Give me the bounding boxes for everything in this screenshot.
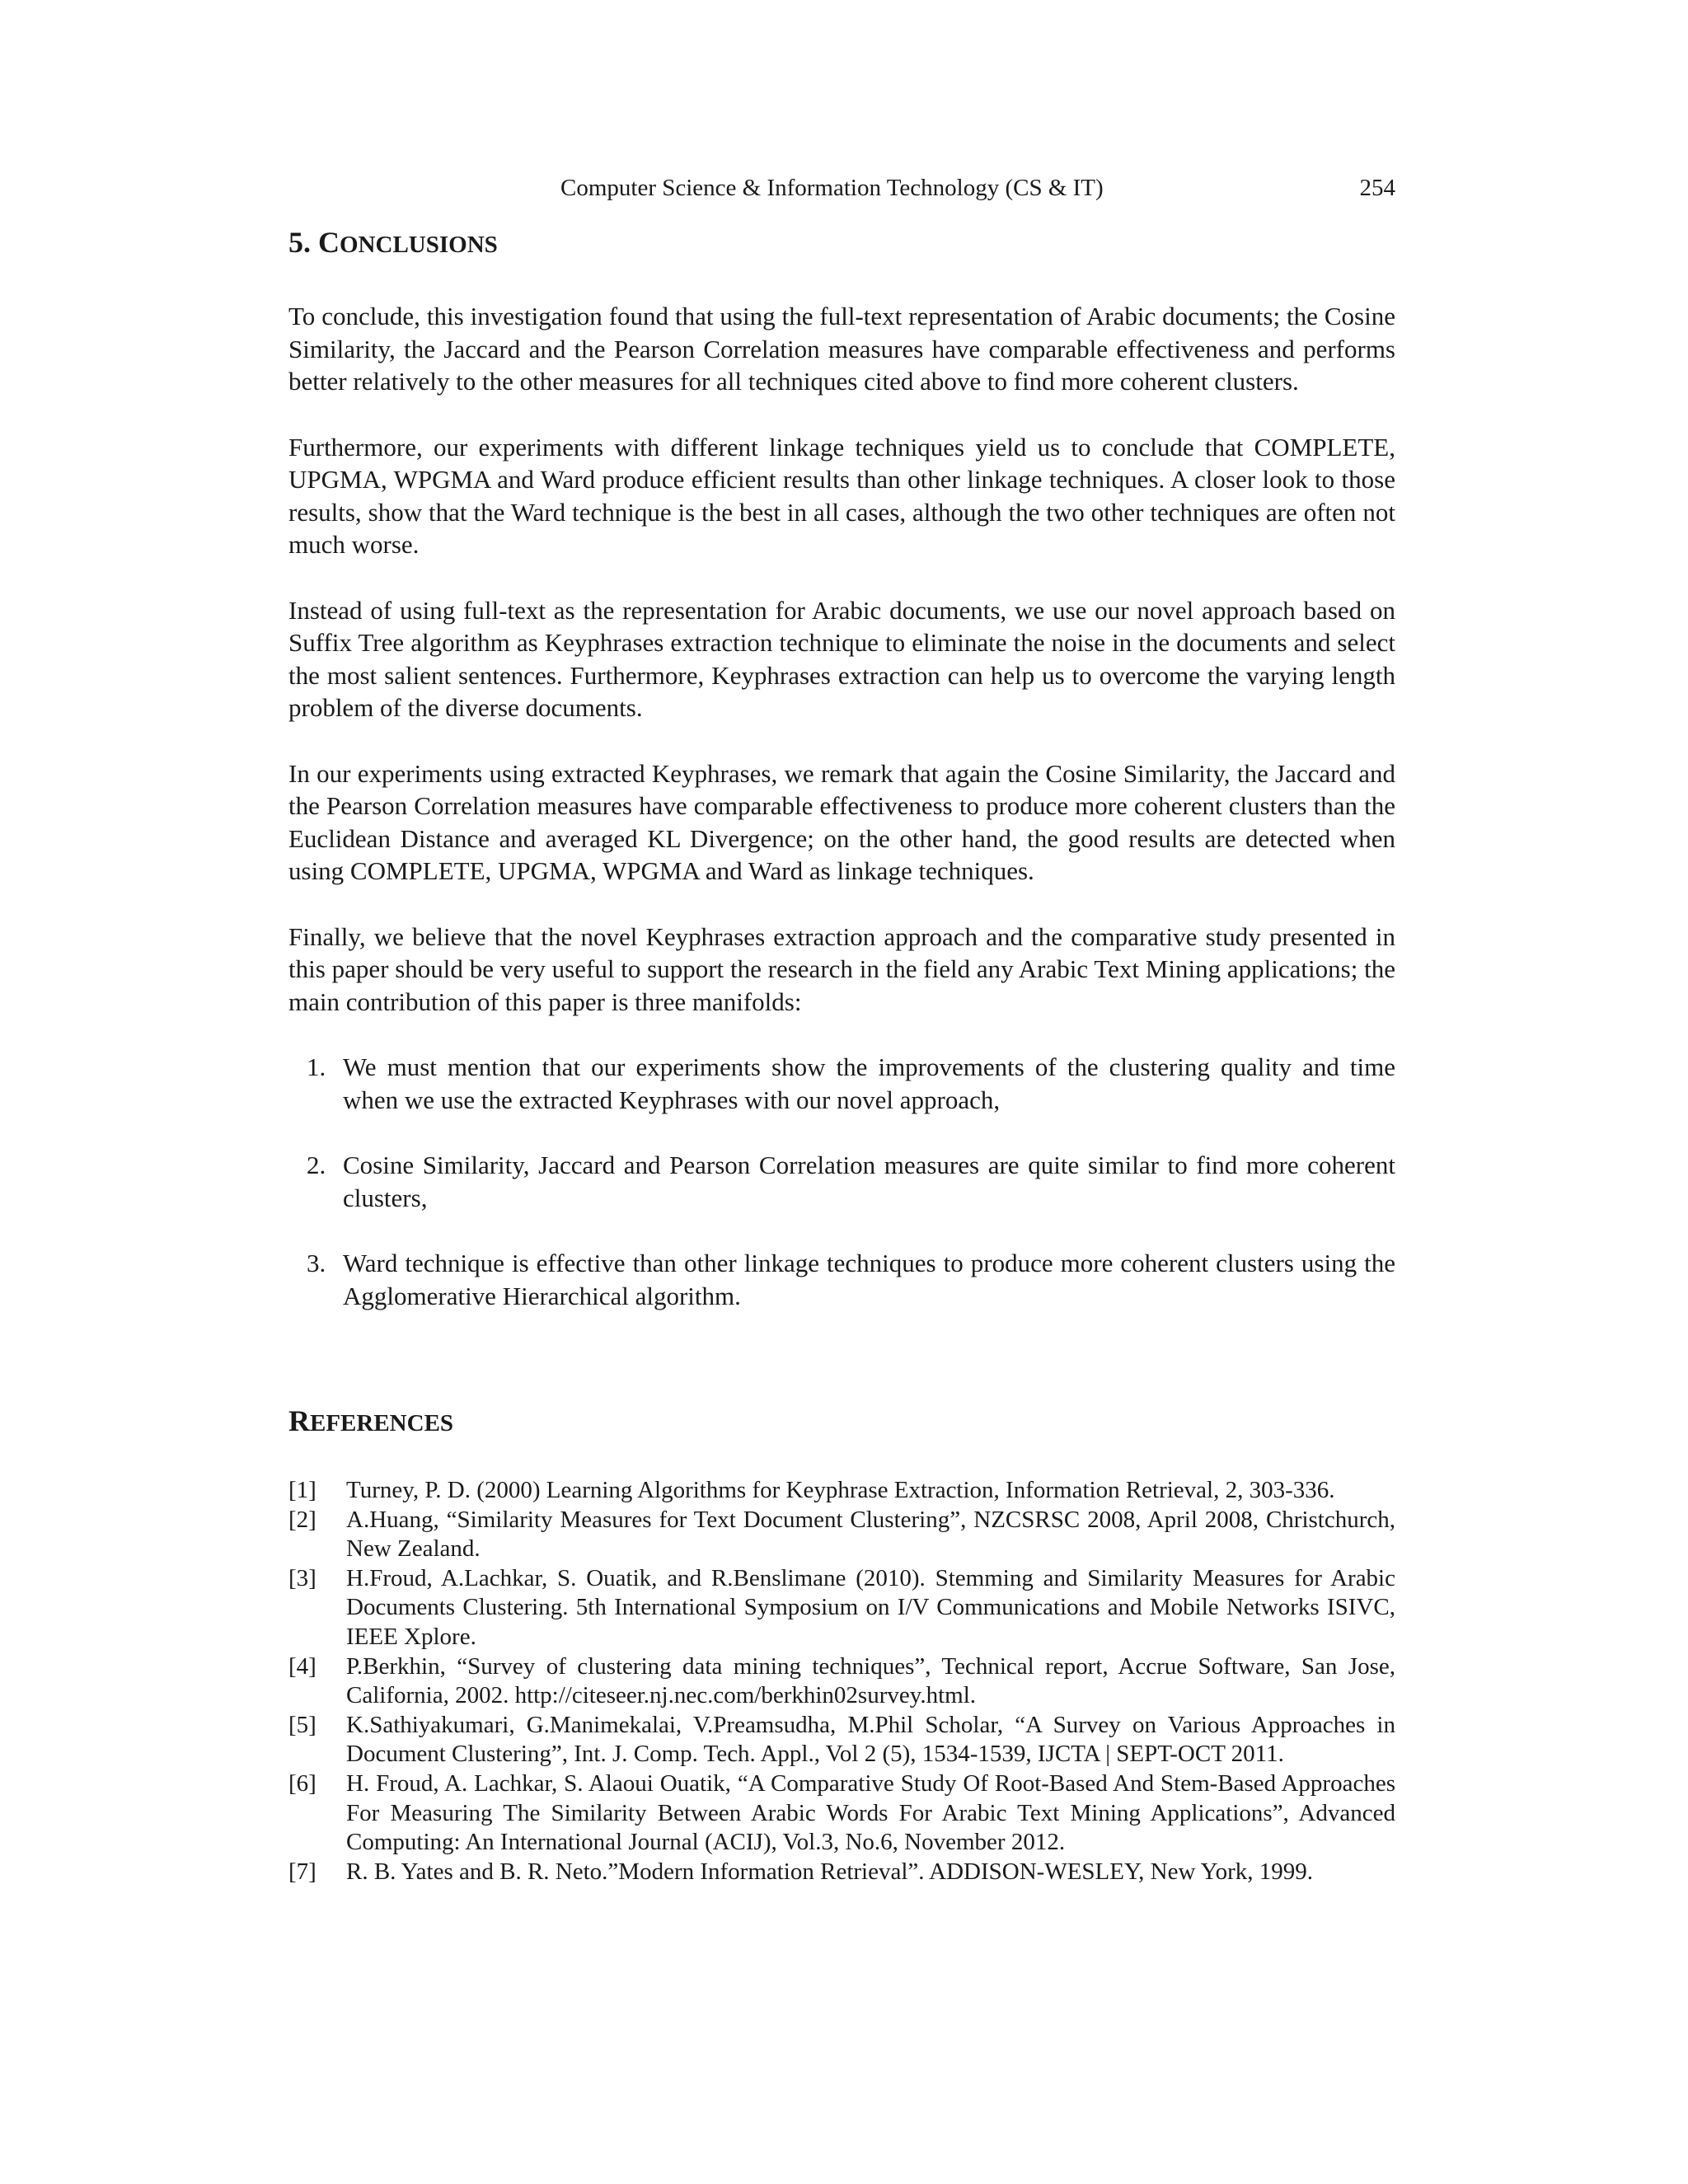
paragraph: Finally, we believe that the novel Keyphrases extraction approach and the comparative study presented in this paper should be very useful to support the research in the field any Arabic Text Mining applications; the main contribution of this paper is three manifolds:: [288, 921, 1395, 1016]
reference-number: [6]: [288, 1769, 316, 1797]
reference-number: [1]: [288, 1477, 316, 1503]
heading-smallcaps: EFERENCES: [310, 1410, 454, 1436]
list-item: [288, 1051, 1395, 1116]
reference-item: [288, 1652, 1395, 1711]
list-item-text: Ward technique is effective than other linkage techniques to produce more coherent clusters using the Agglomerative Hierarchical algorithm.: [343, 1249, 1395, 1310]
heading-lead: 5. C: [288, 226, 340, 259]
conclusions-body: [288, 300, 1395, 1345]
reference-number: [3]: [288, 1564, 316, 1591]
reference-item: [288, 1564, 1395, 1652]
reference-number: [4]: [288, 1652, 316, 1680]
reference-text: K.Sathiyakumari, G.Manimekalai, V.Preamsudha, M.Phil Scholar, “A Survey on Various Approaches in Document Clustering”, Int. J. Comp. Tech. Appl., Vol 2 (5), 1534-1539, IJCTA | SEPT-OCT 2011.: [346, 1711, 1395, 1768]
list-item: [288, 1247, 1395, 1312]
list-item-number: 1.: [307, 1052, 326, 1081]
list-item-text: Cosine Similarity, Jaccard and Pearson Correlation measures are quite similar to find more coherent clusters,: [343, 1151, 1395, 1212]
reference-item: [288, 1476, 1395, 1506]
heading-smallcaps: ONCLUSIONS: [340, 232, 498, 258]
heading-lead: R: [288, 1404, 310, 1437]
reference-item: [288, 1858, 1395, 1887]
reference-number: [7]: [288, 1858, 316, 1885]
list-item-text: We must mention that our experiments show the improvements of the clustering quality and time when we use the extracted Keyphrases with our novel approach,: [343, 1052, 1395, 1114]
reference-text: H.Froud, A.Lachkar, S. Ouatik, and R.Benslimane (2010). Stemming and Similarity Measures for Arabic Documents Clustering. 5th International Symposium on I/V Communications and Mobile Networks ISIVC, IEEE Xplore.: [346, 1564, 1395, 1650]
list-item-number: 2.: [307, 1151, 326, 1179]
reference-list: [288, 1476, 1395, 1886]
paragraph: In our experiments using extracted Keyphrases, we remark that again the Cosine Similarity, the Jaccard and the Pearson Correlation measures have comparable effectiveness to produce more coherent clusters than the Euclidean Distance and averaged KL Divergence; on the other hand, the good results are detected when using COMPLETE, UPGMA, WPGMA and Ward as linkage techniques.: [288, 758, 1395, 885]
reference-text: A.Huang, “Similarity Measures for Text Document Clustering”, NZCSRSC 2008, April 2008, Christchurch, New Zealand.: [346, 1506, 1395, 1563]
reference-item: [288, 1711, 1395, 1769]
contribution-list: [288, 1051, 1395, 1312]
reference-item: [288, 1769, 1395, 1858]
reference-text: Turney, P. D. (2000) Learning Algorithms for Keyphrase Extraction, Information Retrieval, 2, 303-336.: [346, 1477, 1335, 1503]
reference-text: H. Froud, A. Lachkar, S. Alaoui Ouatik, “A Comparative Study Of Root-Based And Stem-Based Approaches For Measuring The Similarity Between Arabic Words For Arabic Text Mining Applications”, Advanced Computing: An International Journal (ACIJ), Vol.3, No.6, November 2012.: [346, 1769, 1395, 1856]
section-heading-conclusions: [288, 224, 498, 263]
reference-number: [2]: [288, 1506, 316, 1533]
paragraph: Furthermore, our experiments with different linkage techniques yield us to conclude that COMPLETE, UPGMA, WPGMA and Ward produce efficient results than other linkage techniques. A closer look to those results, show that the Ward technique is the best in all cases, although the two other techniques are often not much worse.: [288, 432, 1395, 559]
paragraph: Instead of using full-text as the representation for Arabic documents, we use our novel approach based on Suffix Tree algorithm as Keyphrases extraction technique to eliminate the noise in the documents and select the most salient sentences. Furthermore, Keyphrases extraction can help us to overcome the varying length problem of the diverse documents.: [288, 595, 1395, 722]
reference-text: P.Berkhin, “Survey of clustering data mining techniques”, Technical report, Accrue Software, San Jose, California, 2002. http://citeseer.nj.nec.com/berkhin02survey.html.: [346, 1652, 1395, 1709]
list-item: [288, 1149, 1395, 1214]
page-number: 254: [1359, 175, 1395, 201]
reference-number: [5]: [288, 1711, 316, 1738]
reference-item: [288, 1506, 1395, 1564]
list-item-number: 3.: [307, 1249, 326, 1277]
running-title: Computer Science & Information Technology (CS & IT): [560, 175, 1104, 201]
section-heading-references: [288, 1403, 453, 1441]
running-header: [288, 171, 1395, 204]
paragraph: To conclude, this investigation found that using the full-text representation of Arabic documents; the Cosine Similarity, the Jaccard and the Pearson Correlation measures have comparable effectiveness and performs better relatively to the other measures for all techniques cited above to find more coherent clusters.: [288, 302, 1395, 396]
reference-text: R. B. Yates and B. R. Neto.”Modern Information Retrieval”. ADDISON-WESLEY, New York, 1999.: [346, 1858, 1314, 1885]
paper-page: [288, 0, 1395, 2184]
